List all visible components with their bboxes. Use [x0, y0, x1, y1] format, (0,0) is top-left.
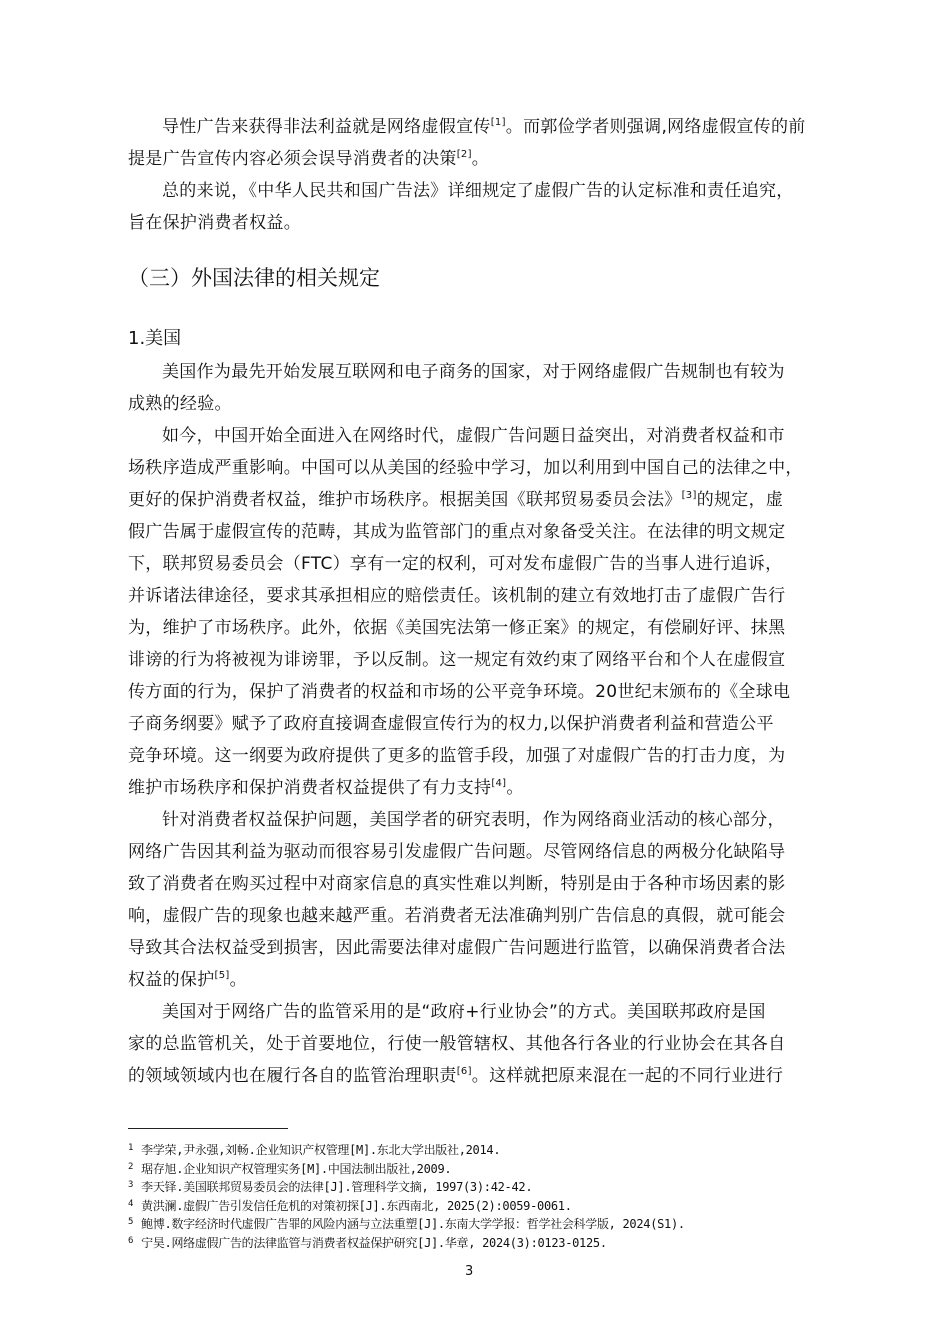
text-line [162, 421, 858, 451]
text-segment: 导致其合法权益受到损害，因此需要法律对虚假广告问题进行监管，以确保消费者合法 [128, 938, 786, 958]
text-line [128, 613, 858, 643]
text-line [128, 677, 858, 707]
citation-ref: [1] [490, 117, 506, 128]
text-line [128, 933, 858, 963]
text-line [128, 837, 858, 867]
footnote-mark: 3 [128, 1180, 134, 1190]
text-line [162, 112, 858, 142]
text-line [162, 176, 858, 206]
text-segment: 致了消费者在购买过程中对商家信息的真实性难以判断，特别是由于各种市场因素的影 [128, 874, 786, 894]
text-line [128, 453, 858, 483]
text-segment: 美国作为最先开始发展互联网和电子商务的国家，对于网络虚假广告规制也有较为 [162, 362, 785, 382]
text-segment: 响，虚假广告的现象也越来越严重。若消费者无法准确判别广告信息的真假，就可能会 [128, 906, 786, 926]
text-line [162, 357, 858, 387]
text-segment: 家的总监管机关，处于首要地位，行使一般管辖权、其他各行各业的行业协会在其各自 [128, 1034, 786, 1054]
footnote-mark: 4 [128, 1198, 134, 1209]
footnote-text: 李天铎.美国联邦贸易委员会的法律[J].管理科学文摘, 1997(3):42-42. [141, 1180, 533, 1194]
text-segment: 网络广告因其利益为驱动而很容易引发虚假广告问题。尽管网络信息的两极分化缺陷导 [128, 842, 786, 862]
text-line [128, 1061, 858, 1091]
text-line [128, 773, 858, 803]
text-line [128, 741, 858, 771]
text-segment: 总的来说，《中华人民共和国广告法》详细规定了虚假广告的认定标准和责任追究， [162, 181, 794, 201]
text-segment: 。 [471, 149, 490, 169]
text-segment: 子商务纲要》赋予了政府直接调查虚假宣传行为的权力,以保护消费者利益和营造公平 [128, 714, 774, 734]
footnote [128, 1140, 500, 1159]
text-line [128, 869, 858, 899]
text-segment: 导性广告来获得非法利益就是网络虚假宣传 [162, 117, 491, 137]
section-heading: （三）外国法律的相关规定 [128, 266, 380, 290]
text-segment: 并诉诸法律途径，要求其承担相应的赔偿责任。该机制的建立有效地打击了虚假广告行 [128, 586, 786, 606]
footnote [128, 1214, 685, 1233]
subsection-heading: 1.美国 [128, 328, 182, 349]
text-segment: 更好的保护消费者权益，维护市场秩序。根据美国《联邦贸易委员会法》 [128, 490, 682, 510]
text-line [128, 965, 858, 995]
text-segment: 提是广告宣传内容必须会误导消费者的决策 [128, 149, 457, 169]
footnote-text: 宁昊.网络虚假广告的法律监管与消费者权益保护研究[J].华章, 2024(3):0123-0125. [141, 1235, 607, 1250]
text-line [128, 549, 858, 579]
text-line [162, 997, 858, 1027]
footnote-text: 鲍博.数字经济时代虚假广告罪的风险内涵与立法重塑[J].东南大学学报：哲学社会科学版, 2024(S1). [141, 1217, 685, 1231]
footnote-text: 琚存旭.企业知识产权管理实务[M].中国法制出版社,2009. [141, 1161, 452, 1176]
text-segment: 下，联邦贸易委员会（FTC）享有一定的权利，可对发布虚假广告的当事人进行追诉， [128, 554, 783, 574]
text-segment: 美国对于网络广告的监管采用的是“政府+行业协会”的方式。美国联邦政府是国 [162, 1002, 766, 1022]
page-number: 3 [465, 1264, 474, 1279]
citation-ref: [5] [214, 970, 230, 981]
footnote-text: 黄洪澜.虚假广告引发信任危机的对策初探[J].东西南北, 2025(2):0059-0061. [141, 1198, 572, 1213]
text-segment: 成熟的经验。 [128, 394, 232, 414]
footnote [128, 1159, 451, 1178]
citation-ref: [3] [681, 490, 697, 501]
text-segment: 诽谤的行为将被视为诽谤罪，予以反制。这一规定有效约束了网络平台和个人在虚假宣 [128, 650, 786, 670]
text-line [128, 1029, 858, 1059]
text-segment: 。而郭俭学者则强调,网络虚假宣传的前 [505, 117, 806, 137]
text-segment: 假广告属于虚假宣传的范畴，其成为监管部门的重点对象备受关注。在法律的明文规定 [128, 522, 786, 542]
text-segment: 为，维护了市场秩序。此外，依据《美国宪法第一修正案》的规定，有偿刷好评、抹黑 [128, 618, 786, 638]
text-segment: 竞争环境。这一纲要为政府提供了更多的监管手段，加强了对虚假广告的打击力度，为 [128, 746, 786, 766]
text-line [128, 389, 858, 419]
text-segment: 权益的保护 [128, 970, 215, 990]
footnote [128, 1196, 572, 1215]
text-segment: 。 [229, 970, 247, 990]
text-line [128, 208, 858, 238]
citation-ref: [6] [456, 1066, 472, 1077]
citation-ref: [4] [491, 778, 507, 789]
text-line [128, 645, 858, 675]
text-line [128, 144, 858, 174]
text-segment: 旨在保护消费者权益。 [128, 213, 301, 233]
text-segment: 的领域领域内也在履行各自的监管治理职责 [128, 1066, 457, 1086]
text-segment: 针对消费者权益保护问题，美国学者的研究表明，作为网络商业活动的核心部分， [162, 810, 785, 830]
text-line [162, 805, 858, 835]
footnote-mark: 6 [128, 1235, 134, 1246]
text-line [128, 581, 858, 611]
footnote-mark: 2 [128, 1161, 134, 1172]
footnote [128, 1233, 607, 1252]
footnote-text: 李学荣,尹永强,刘畅.企业知识产权管理[M].东北大学出版社,2014. [141, 1143, 501, 1157]
citation-ref: [2] [456, 149, 472, 160]
text-line [128, 517, 858, 547]
footnote-mark: 1 [128, 1143, 134, 1153]
footnote-separator [128, 1128, 288, 1129]
text-line [128, 901, 858, 931]
text-line [128, 709, 858, 739]
text-line [128, 485, 858, 515]
text-segment: 场秩序造成严重影响。中国可以从美国的经验中学习，加以利用到中国自己的法律之中， [128, 458, 803, 478]
footnote-mark: 5 [128, 1217, 134, 1227]
text-segment: 。 [506, 778, 524, 798]
text-segment: 。这样就把原来混在一起的不同行业进行 [471, 1066, 784, 1086]
text-segment: 传方面的行为，保护了消费者的权益和市场的公平竞争环境。20世纪末颁布的《全球电 [128, 682, 791, 702]
footnote [128, 1177, 532, 1196]
text-segment: 的规定，虚 [696, 490, 784, 510]
text-segment: 如今，中国开始全面进入在网络时代，虚假广告问题日益突出，对消费者权益和市 [162, 426, 785, 446]
text-segment: 维护市场秩序和保护消费者权益提供了有力支持 [128, 778, 492, 798]
